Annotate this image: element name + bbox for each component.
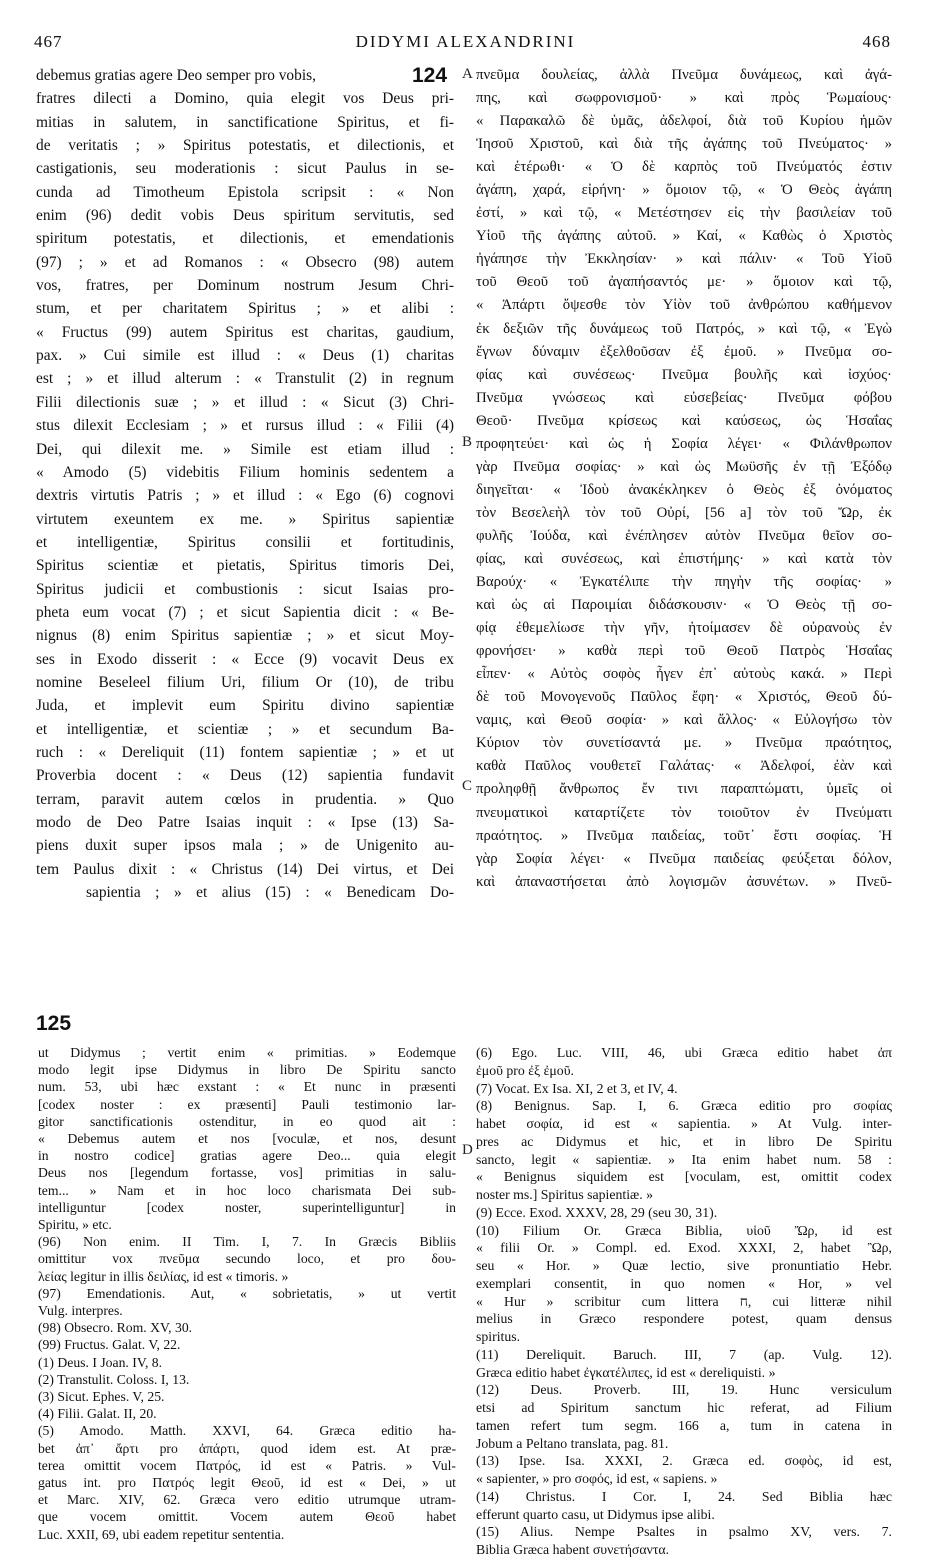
text-line: τοῦ Θεοῦ τοῦ ἀγαπήσαντός με· » ὅμοιον καὶ τῷ, [476, 274, 892, 291]
text-line: stum, et per charitatem Spiritus ; » et alibi : [36, 300, 454, 318]
text-line: tem... » Nam et in hoc loco charismata Dei sub- [38, 1182, 456, 1198]
text-line: ναμις, καὶ Θεοῦ σοφία· » καὶ ἄλλος· « Εὐλογήσω τὸν [476, 712, 892, 729]
text-line: πραότητος. » Πνεῦμα παιδείας, τοῦτ᾽ ἔστι σοφίας. Ἡ [476, 827, 892, 844]
text-line: ἐμοῦ pro ἐξ ἐμοῦ. [476, 1062, 574, 1078]
text-line: πης, καὶ σωφρονισμοῦ· » καὶ πρὸς Ῥωμαίους· [476, 90, 892, 107]
section-number-125: 125 [36, 1012, 72, 1035]
text-line: sapientia ; » et alius (15) : « Benedicam Do- [86, 884, 454, 902]
text-line: (10) Filium Or. Græca Biblia, υἱοῦ Ὤρ, id est [476, 1222, 892, 1238]
text-line: « filii Or. » Compl. ed. Exod. XXXI, 2, habet Ὢρ, [476, 1240, 892, 1256]
text-line: enim (96) dedit vobis Deus spiritum servitutis, sed [36, 207, 454, 225]
text-line: « Hur » scribitur cum littera ח, cui litteræ nihil [476, 1293, 892, 1309]
text-line: γὰρ Πνεῦμα σοφίας· » καὶ ὡς Μωϋσῆς ἐν τῇ Ἐξόδῳ [476, 458, 892, 475]
text-line: pax. » Cui simile est illud : « Deus (1) charitas [36, 347, 454, 365]
latin-main-column [36, 64, 454, 904]
text-line: φυλῆς Ἰούδα, καὶ ἐνέπλησεν αὐτὸν Πνεῦμα θεῖον σο- [476, 527, 892, 544]
text-line: (6) Ego. Luc. VIII, 46, ubi Græca editio habet ἀπ [476, 1045, 892, 1060]
text-line: πνευματικοὶ καταρτίζετε τὸν τοιοῦτον ἐν Πνεύματι [476, 804, 892, 821]
text-line: πνεῦμα δουλείας, ἀλλὰ Πνεῦμα δυνάμεως, καὶ ἀγά- [476, 67, 892, 83]
text-line: Πνεῦμα γνώσεως καὶ εὐσεβείας· Πνεῦμα φόβου [476, 389, 892, 406]
text-line: pheta eum vocat (7) ; et sicut Sapientia dicit : « Be- [36, 603, 454, 621]
text-line: gatus int. pro Πατρός legit Θεοῦ, id est « Dei, » ut [38, 1475, 456, 1491]
text-line: καὶ ὡς αἱ Παροιμίαι διδάσκουσιν· « Ὁ Θεὸς τῇ σο- [476, 597, 892, 614]
text-line: ut Didymus ; vertit enim « primitias. » Eodemque [38, 1045, 456, 1060]
text-line: φρονήσει· » καθὰ περὶ τοῦ Θεοῦ Πατρὸς Ἡσαΐας [476, 643, 892, 660]
text-line: Υἱοῦ τῆς ἀγάπης αὐτοῦ. » Καί, « Καθὼς ὁ Χριστὸς [476, 228, 892, 245]
text-line: (12) Deus. Proverb. III, 19. Hunc versiculum [476, 1382, 892, 1398]
text-line: efferunt quarto casu, ut Didymus ipse alibi. [476, 1506, 715, 1522]
text-line: fratres dilecti a Domino, quia elegit vos Deus pri- [36, 90, 454, 108]
margin-letter-a: A [462, 66, 473, 82]
text-line: φίας, καὶ συνέσεως, καὶ ἐπιστήμης· » καὶ κατὰ τὸν [476, 550, 892, 567]
text-line: tem Paulus dixit : « Christus (14) Dei virtus, et Dei [36, 860, 454, 878]
text-line: et intelligentiæ, Spiritus consilii et fortitudinis, [36, 533, 454, 551]
text-line: spiritus. [476, 1329, 521, 1344]
text-line: ἐστί, » καὶ τῷ, « Μετέστησεν εἰς τὴν βασιλείαν τοῦ [476, 205, 892, 222]
text-line: (97) Emendationis. Aut, « sobrietatis, » ut vertit [38, 1285, 456, 1301]
text-line: Dei, qui dilexit me. » Simile est etiam illud : [36, 440, 454, 458]
text-line: tamen refert tum segm. 166 a, tum in catena in [476, 1417, 892, 1433]
text-line: Græca editio habet ἐγκατέλιπες, id est « dereliquisti. » [476, 1364, 776, 1380]
text-line: Jobum a Peltano translata, pag. 81. [476, 1435, 669, 1451]
greek-main-column [476, 64, 892, 894]
text-line: « Amodo (5) videbitis Filium hominis sedentem a [36, 463, 454, 481]
text-line: λείας legitur in illis δειλίας, id est « timoris. » [38, 1268, 289, 1284]
text-line: (13) Ipse. Isa. XXXI, 2. Græca ed. σοφὸς, id est, [476, 1453, 892, 1469]
text-line: διηγεῖται· « Ἰδοὺ ἀνακέκληκεν ὁ Θεὸς ἐξ ὀνόματος [476, 481, 892, 498]
text-line: « Ἀπάρτι ὄψεσθε τὸν Υἱὸν τοῦ ἀνθρώπου καθήμενον [476, 297, 892, 314]
text-line: (5) Amodo. Matth. XXVI, 64. Græca editio ha- [38, 1423, 456, 1439]
latin-footnotes-column [38, 1044, 456, 1543]
text-line: dextris virtutis Patris ; » et illud : « Ego (6) cognovi [36, 487, 454, 505]
text-line: noster ms.] Spiritus sapientiæ. » [476, 1187, 654, 1202]
greek-footnotes-column [476, 1044, 892, 1559]
text-line: vos, fratres, per Dominum nostrum Jesum Chri- [36, 277, 454, 295]
text-line: (99) Fructus. Galat. V, 22. [38, 1337, 181, 1353]
text-line: (4) Filii. Galat. II, 20. [38, 1406, 157, 1422]
text-line: gitor sanctificationis ostenditur, in eo quod ait : [38, 1113, 456, 1129]
margin-letter-c: C [462, 778, 473, 794]
text-line: mitias in salutem, in sanctificatione Spiritus, et fi- [36, 113, 454, 131]
text-line: ἀγάπη, χαρά, εἰρήνη· » ὅμοιον τῷ, « Ὁ Θεὸς ἀγάπη [476, 182, 892, 199]
text-line: καθὰ Παῦλος νουθετεῖ Γαλάτας· « Ἀδελφοί, ἐὰν καὶ [476, 758, 892, 775]
text-line: Spiritus judicii et combustionis : sicut Isaias pro- [36, 580, 454, 598]
margin-letter-b: B [462, 434, 473, 450]
text-line: εἶπεν· « Αὐτὸς σοφὸς ἦγεν ἐπ᾽ αὐτοὺς κακά. » Περὶ [476, 666, 892, 683]
text-line: καὶ ἀπαναστήσεται ἀπὸ λογισμῶν ἀσυνέτων. » Πνεῦ- [476, 873, 892, 890]
text-line: nignus (8) enim Spiritus sapientiæ ; » et sicut Moy- [36, 627, 454, 645]
text-line: num. 53, ubi hæc exstant : « Et nunc in præsenti [38, 1079, 456, 1095]
text-line: προφητεύει· καὶ ὡς ἡ Σοφία λέγει· « Φιλάνθρωπον [476, 435, 892, 452]
text-line: (15) Alius. Nempe Psaltes in psalmo XV, vers. 7. [476, 1524, 892, 1540]
text-line: Juda, et implevit eum Spiritu divino sapientiæ [36, 697, 454, 715]
text-line: (14) Christus. I Cor. I, 24. Sed Biblia hæc [476, 1488, 892, 1504]
text-line: γὰρ Σοφία λέγει· « Πνεῦμα παιδείας φεύξεται δόλον, [476, 850, 892, 867]
text-line: Κύριον τὸν συνετίσαντά με. » Πνεῦμα πραότητος, [476, 735, 892, 752]
text-line: Luc. XXII, 69, ubi eadem repetitur sententia. [38, 1526, 285, 1542]
text-line: Vulg. interpres. [38, 1303, 123, 1319]
text-line: piens duxit super ipsos mala ; » de Unigenito au- [36, 837, 454, 855]
text-line: cunda ad Timotheum Epistola scripsit : « Non [36, 183, 454, 201]
text-line: καὶ ἑτέρωθι· « Ὁ δὲ καρπὸς τοῦ Πνεύματός ἐστιν [476, 159, 892, 176]
text-line: terea omittit vocem Πατρός, id est « Patris. » Vul- [38, 1457, 456, 1473]
text-line: ruch : « Dereliquit (11) fontem sapientiæ ; » et ut [36, 743, 454, 761]
text-line: Deus nos [legendum fortasse, vos] primitias in salu- [38, 1165, 456, 1181]
text-line: « sapienter, » pro σοφός, id est, « sapiens. » [476, 1471, 718, 1486]
text-line: (3) Sicut. Ephes. V, 25. [38, 1389, 165, 1405]
text-line: (96) Non enim. II Tim. I, 7. In Græcis Bibliis [38, 1234, 456, 1250]
text-line: de veritatis ; » Spiritus potestatis, et dilectionis, et [36, 137, 454, 155]
margin-letter-d: D [462, 1142, 473, 1158]
text-line: nomine Beseleel filium Uri, filium Or (10), de tribu [36, 673, 454, 691]
text-line: intelliguntur [codex noster, superintelliguntur] in [38, 1199, 456, 1215]
text-line: bet ἀπ᾽ ἄρτι pro ἀπάρτι, quod idem est. At præ- [38, 1440, 456, 1456]
text-line: « Debemus autem et nos [voculæ, et nos, desunt [38, 1131, 456, 1147]
text-line: exemplari consentit, in quo nomen « Hor, » vel [476, 1275, 892, 1291]
text-line: stus dilexit Ecclesiam ; » et rursus illud : « Filii (4) [36, 417, 454, 435]
text-line: Βαρούχ· « Ἐγκατέλιπε τὴν πηγὴν τῆς σοφίας· » [476, 574, 892, 591]
text-line: omittitur vox πνεῦμα secundo loco, et pro δου- [38, 1251, 456, 1267]
text-line: debemus gratias agere Deo semper pro vobis, [36, 67, 316, 84]
text-line: seu « Hor. » Quæ lectio, sive pronuntiatio Hebr. [476, 1258, 892, 1273]
text-line: modo de Deo Patre Isaias inquit : « Ipse (13) Sa- [36, 814, 454, 831]
text-line: τὸν Βεσελεὴλ τὸν τοῦ Οὐρί, [56 a] τὸν τοῦ Ὤρ, ἐκ [476, 504, 892, 521]
text-line: terram, paravit autem cœlos in prudentia. » Quo [36, 790, 454, 808]
text-line: modo legit ipse Didymus in libro De Spiritu sancto [38, 1062, 456, 1078]
text-line: et Marc. XIV, 62. Græca vero editio utrumque utram- [38, 1492, 456, 1508]
text-line: ἠγάπησε τὴν Ἐκκλησίαν· » καὶ πάλιν· « Τοῦ Υἱοῦ [476, 251, 892, 268]
text-line: castigationis, seu moderationis : sicut Paulus in se- [36, 160, 454, 178]
text-line: (9) Ecce. Exod. XXXV, 28, 29 (seu 30, 31). [476, 1204, 718, 1220]
text-line: habet σοφία, id est « sapientia. » At Vulg. inter- [476, 1116, 892, 1131]
text-line: ἔγνων δύναμιν ἐξελθοῦσαν ἐξ ἐμοῦ. » Πνεῦμα σο- [476, 343, 892, 360]
text-line: (11) Dereliquit. Baruch. III, 7 (ap. Vulg. 12). [476, 1346, 892, 1362]
text-line: προληφθῇ ἄνθρωπος ἔν τινι παραπτώματι, ὑμεῖς οἱ [476, 781, 892, 798]
text-line: pres ac Didymus et hic, et in libro De Spiritu [476, 1133, 892, 1149]
text-line: (7) Vocat. Ex Isa. XI, 2 et 3, et IV, 4. [476, 1080, 678, 1096]
text-line: δὲ τοῦ Μονογενοῦς Παῦλος ἔφη· « Χριστός, Θεοῦ δύ- [476, 689, 892, 706]
text-line: Ἰησοῦ Χριστοῦ, καὶ διὰ τῆς ἀγάπης τοῦ Πνεύματος· » [476, 136, 892, 153]
text-line: ses in Exodo disserit : « Ecce (9) vocavit Deus ex [36, 650, 454, 668]
page-number-left: 467 [34, 32, 63, 51]
text-line: etsi ad Spiritum sanctum hic referat, ad Filium [476, 1400, 892, 1415]
page-number-right: 468 [862, 32, 891, 51]
text-line: (98) Obsecro. Rom. XV, 30. [38, 1320, 193, 1336]
text-line: Filii dilectionis suæ ; » et illud : « Sicut (3) Chri- [36, 393, 454, 411]
text-line: (2) Transtulit. Coloss. I, 13. [38, 1371, 190, 1387]
text-line: « Fructus (99) autem Spiritus est charitas, gaudium, [36, 323, 454, 341]
text-line: melius in Græco respondere potest, quam densus [476, 1311, 892, 1327]
section-number-124: 124 [412, 64, 448, 87]
text-line: (8) Benignus. Sap. I, 6. Græca editio pro σοφίας [476, 1098, 892, 1114]
text-line: in nostro codice] gratias agere Deo... quia elegit [38, 1148, 456, 1164]
text-line: (97) ; » et ad Romanos : « Obsecro (98) autem [36, 253, 454, 271]
running-title: DIDYMI ALEXANDRINI [355, 32, 576, 51]
text-line: φίᾳ ἐθεμελίωσε τὴν γῆν, ἡτοίμασεν δὲ οὐρανοὺς ἐν [476, 620, 892, 637]
text-line: et intelligentiæ, et scientiæ ; » et secundum Ba- [36, 720, 454, 738]
text-line: φίας καὶ συνέσεως· Πνεῦμα βουλῆς καὶ ἰσχύος· [476, 366, 892, 383]
text-line: virtutem exeuntem ex me. » Spiritus sapientiæ [36, 510, 454, 528]
text-line: spiritum potestatis, et dilectionis, et emendationis [36, 230, 454, 248]
text-line: (1) Deus. I Joan. IV, 8. [38, 1354, 163, 1370]
text-line: Spiritus scientiæ et pietatis, Spiritus timoris Dei, [36, 557, 454, 575]
text-line: sancto, legit « sapientiæ. » Ita enim habet num. 58 : [476, 1151, 892, 1167]
text-line: Spiritu, » etc. [38, 1217, 112, 1233]
text-line: Θεοῦ· Πνεῦμα κρίσεως καὶ καύσεως, ὡς Ἡσαΐας [476, 412, 892, 429]
text-line: est ; » et illud alterum : « Transtulit (2) in regnum [36, 370, 454, 388]
text-line: Proverbia docent : « Deus (12) sapientia fundavit [36, 767, 454, 785]
text-line: « Παρακαλῶ δὲ ὑμᾶς, ἀδελφοί, διὰ τοῦ Κυρίου ἡμῶν [476, 113, 892, 130]
text-line: que vocem omittit. Vocem autem Θεοῦ habet [38, 1509, 456, 1525]
text-line: ἐκ δεξιῶν τῆς δυνάμεως τοῦ Πατρός, » καὶ τῷ, « Ἐγὼ [476, 320, 892, 337]
text-line: « Benignus siquidem est [voculam, est, omittit codex [476, 1169, 892, 1185]
text-line: Biblia Græca habent συνετήσαντα. [476, 1542, 670, 1557]
text-line: [codex noster : ex præsenti] Pauli testimonio lar- [38, 1096, 456, 1112]
